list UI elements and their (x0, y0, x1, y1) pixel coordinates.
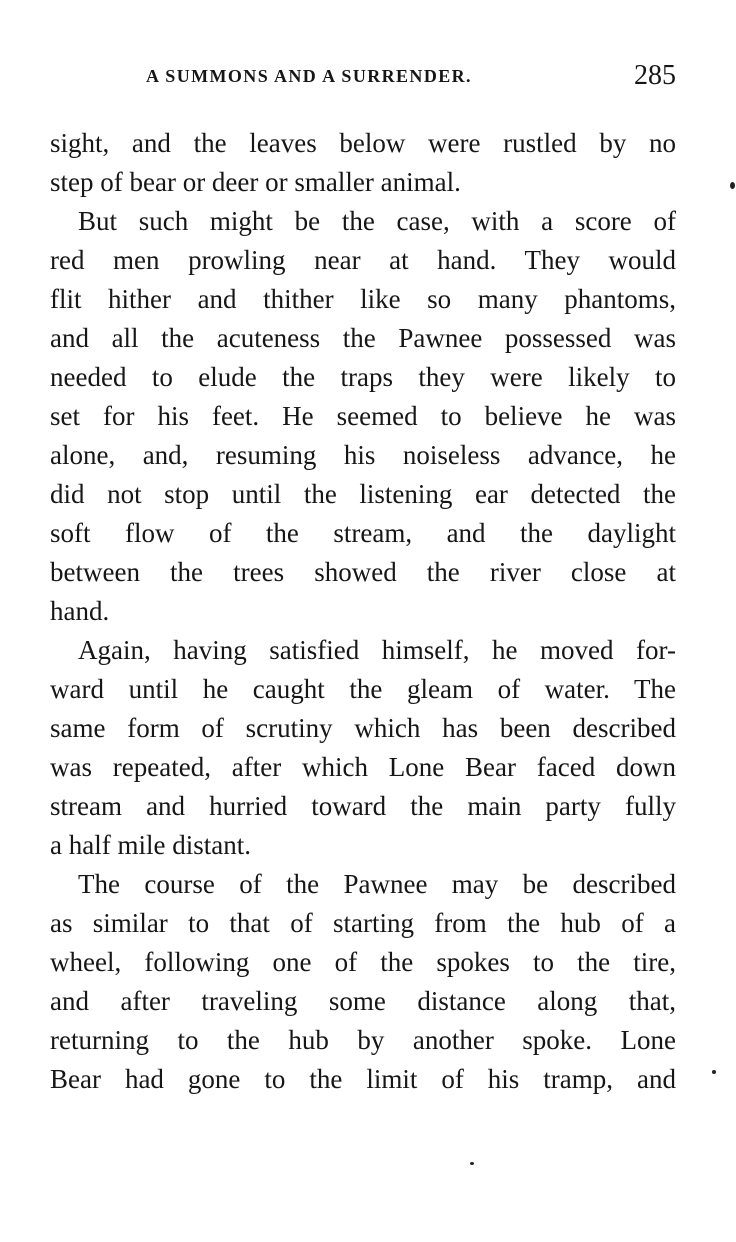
text-line: ward until he caught the gleam of water. The (50, 674, 676, 704)
text-line: set for his feet. He seemed to believe he was (50, 401, 676, 431)
margin-speck (470, 1162, 474, 1165)
text-line: a half mile distant. (50, 830, 251, 860)
text-line: step of bear or deer or smaller animal. (50, 167, 461, 197)
text-line: flit hither and thither like so many phantoms, (50, 284, 676, 314)
text-line: as similar to that of starting from the hub of a (50, 908, 676, 938)
text-line: Bear had gone to the limit of his tramp, and (50, 1064, 676, 1094)
margin-speck (730, 182, 735, 189)
text-line: Again, having satisfied himself, he moved for- (78, 635, 676, 665)
text-line: same form of scrutiny which has been described (50, 713, 676, 743)
margin-speck (712, 1070, 716, 1074)
text-line: soft flow of the stream, and the daylight (50, 518, 676, 548)
running-head (50, 60, 678, 94)
text-line: was repeated, after which Lone Bear faced down (50, 752, 676, 782)
running-title: A SUMMONS AND A SURRENDER. (146, 66, 472, 86)
text-line: sight, and the leaves below were rustled by no (50, 128, 676, 158)
text-line: red men prowling near at hand. They would (50, 245, 676, 275)
text-line: did not stop until the listening ear detected the (50, 479, 676, 509)
body-text (50, 124, 676, 1099)
text-line: returning to the hub by another spoke. Lone (50, 1025, 676, 1055)
text-line: stream and hurried toward the main party fully (50, 791, 676, 821)
text-line: wheel, following one of the spokes to the tire, (50, 947, 676, 977)
text-line: and all the acuteness the Pawnee possessed was (50, 323, 676, 353)
text-line: needed to elude the traps they were likely to (50, 362, 676, 392)
text-line: alone, and, resuming his noiseless advance, he (50, 440, 676, 470)
text-line: between the trees showed the river close at (50, 557, 676, 587)
text-line: hand. (50, 596, 110, 626)
text-line: The course of the Pawnee may be described (78, 869, 676, 899)
text-line: and after traveling some distance along that, (50, 986, 676, 1016)
page-number: 285 (634, 60, 676, 91)
text-line: But such might be the case, with a score of (78, 206, 676, 236)
